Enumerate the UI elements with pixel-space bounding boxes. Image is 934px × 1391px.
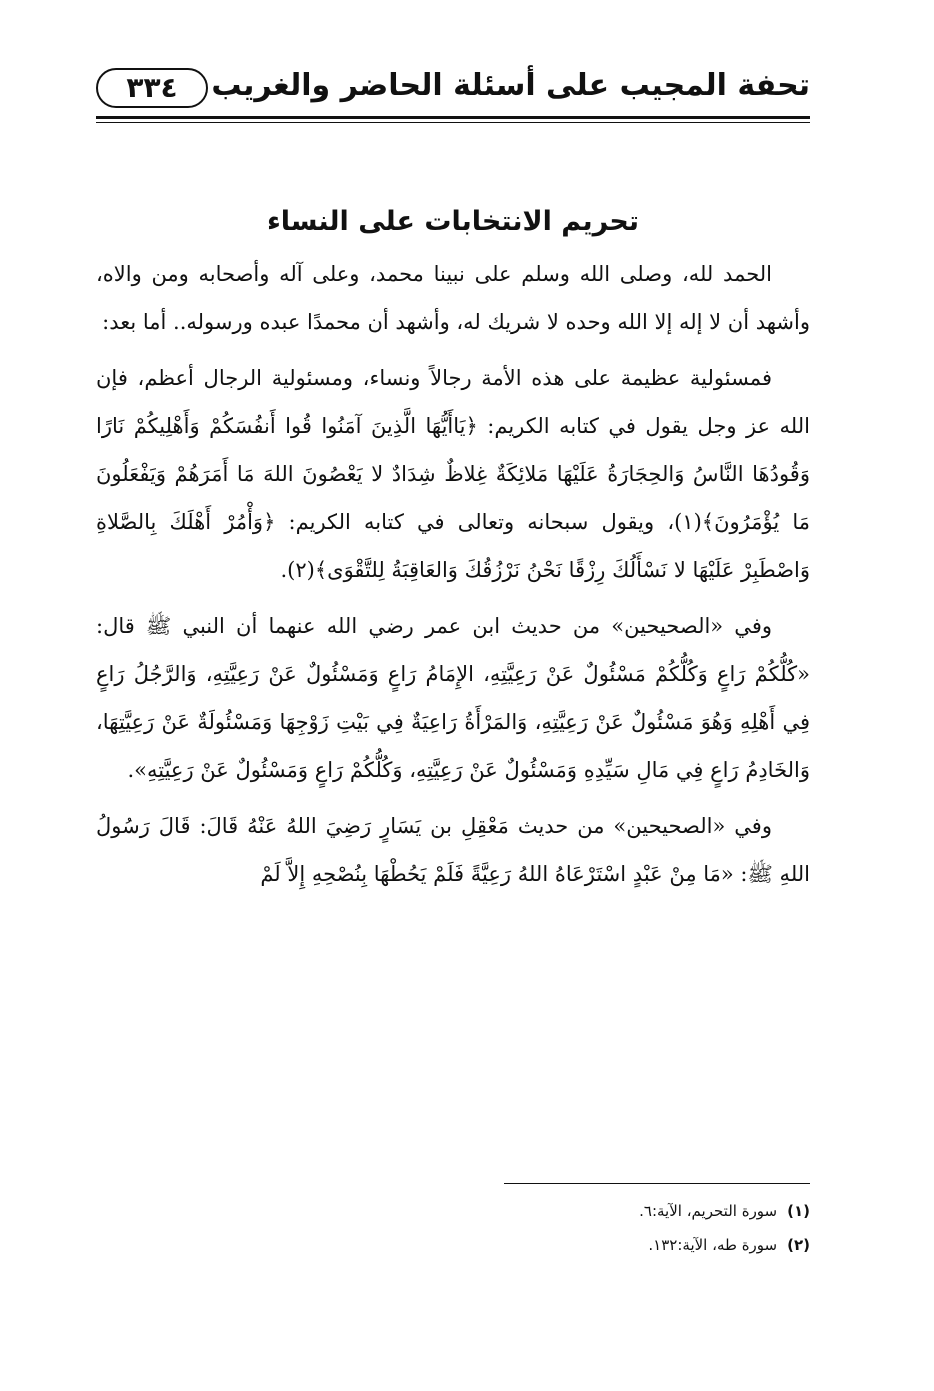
body-text	[96, 250, 810, 906]
footnote-number: (١)	[787, 1202, 810, 1220]
header-rule-thick	[96, 116, 810, 119]
page-header	[96, 64, 810, 116]
footnotes	[96, 1194, 810, 1262]
running-title: تحفة المجيب على أسئلة الحاضر والغريب	[211, 68, 810, 103]
footnote-separator	[504, 1183, 810, 1184]
header-rule-thin	[96, 122, 810, 123]
footnote-number: (٢)	[787, 1236, 810, 1254]
footnote	[96, 1228, 810, 1262]
footnote-text: سورة التحريم، الآية:٦.	[639, 1202, 778, 1220]
footnote-text: سورة طه، الآية:١٣٢.	[648, 1236, 778, 1254]
paragraph: وفي «الصحيحين» من حديث ابن عمر رضي الله عنهما أن النبي ﷺ قال: «كُلُّكُمْ رَاعٍ وَكُلُّكُمْ مَسْئُولٌ عَنْ رَعِيَّتِهِ، الإِمَامُ رَاعٍ وَمَسْئُولٌ عَنْ رَعِيَّتِهِ، وَالرَّجُلُ رَاعٍ فِي أَهْلِهِ وَهُوَ مَسْئُولٌ عَنْ رَعِيَّتِهِ، وَالمَرْأَةُ رَاعِيَةٌ فِي بَيْتِ زَوْجِهَا وَمَسْئُولَةٌ عَنْ رَعِيَّتِهَا، وَالخَادِمُ رَاعٍ فِي مَالِ سَيِّدِهِ وَمَسْئُولٌ عَنْ رَعِيَّتِهِ، وَكُلُّكُمْ رَاعٍ وَمَسْئُولٌ عَنْ رَعِيَّتِهِ».	[96, 614, 810, 782]
paragraph: وفي «الصحيحين» من حديث مَعْقِلِ بن يَسَارٍ رَضِيَ اللهُ عَنْهُ قَالَ: قَالَ رَسُولُ اللهِ ﷺ: «مَا مِنْ عَبْدٍ اسْتَرْعَاهُ اللهُ رَعِيَّةً فَلَمْ يَحُطْهَا بِنُصْحِهِ إِلاَّ لَمْ	[96, 814, 810, 886]
footnote	[96, 1194, 810, 1228]
section-title: تحريم الانتخابات على النساء	[266, 206, 640, 237]
page-number: ٣٣٤	[96, 68, 208, 108]
paragraph: فمسئولية عظيمة على هذه الأمة رجالاً ونساء، ومسئولية الرجال أعظم، فإن الله عز وجل يقول في كتابه الكريم: ﴿يَاأَيُّهَا الَّذِينَ آمَنُوا قُوا أَنفُسَكُمْ وَأَهْلِيكُمْ نَارًا وَقُودُهَا النَّاسُ وَالحِجَارَةُ عَلَيْهَا مَلائِكَةٌ غِلاظٌ شِدَادٌ لا يَعْصُونَ اللهَ مَا أَمَرَهُمْ وَيَفْعَلُونَ مَا يُؤْمَرُونَ﴾(١)، ويقول سبحانه وتعالى في كتابه الكريم: ﴿وَأْمُرْ أَهْلَكَ بِالصَّلاةِ وَاصْطَبِرْ عَلَيْهَا لا نَسْأَلُكَ رِزْقًا نَحْنُ نَرْزُقُكَ وَالعَاقِبَةُ لِلتَّقْوَى﴾(٢).	[96, 366, 810, 582]
paragraph: الحمد لله، وصلى الله وسلم على نبينا محمد، وعلى آله وأصحابه ومن والاه، وأشهد أن لا إله إلا الله وحده لا شريك له، وأشهد أن محمدًا عبده ورسوله.. أما بعد:	[96, 262, 810, 334]
